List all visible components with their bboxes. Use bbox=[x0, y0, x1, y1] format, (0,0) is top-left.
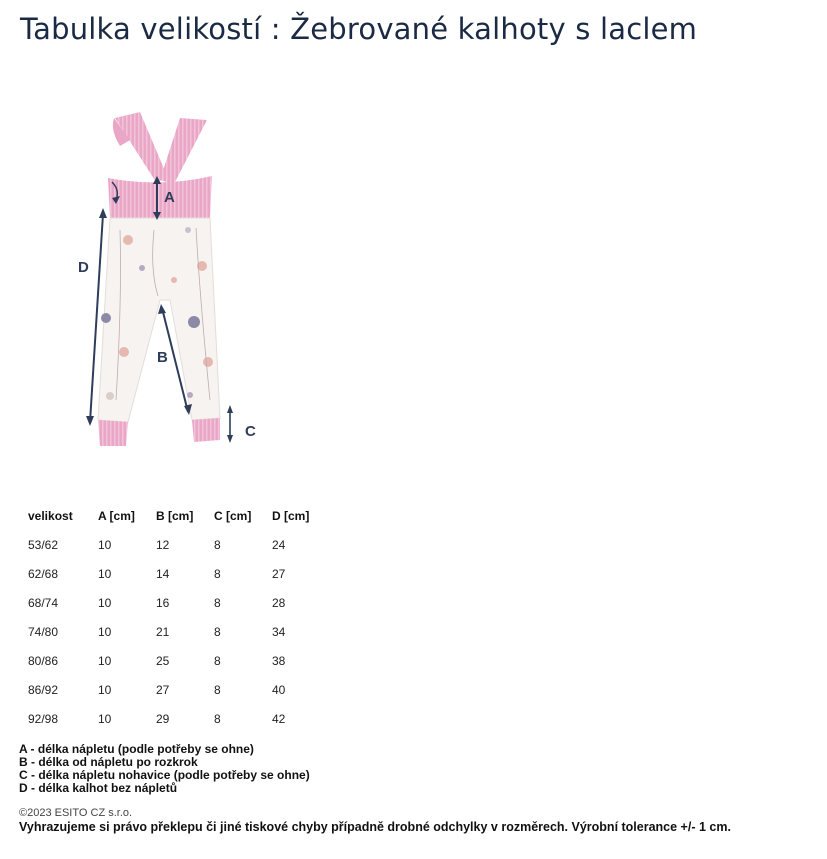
legend-item-c: C - délka nápletu nohavice (podle potřeby se ohne) bbox=[19, 768, 310, 782]
table-cell: 8 bbox=[214, 653, 221, 668]
product-illustration bbox=[70, 100, 270, 460]
column-header-d: D [cm] bbox=[272, 509, 310, 523]
table-cell: 68/74 bbox=[28, 595, 59, 610]
table-row bbox=[22, 704, 332, 733]
column-header-c: C [cm] bbox=[214, 509, 252, 523]
table-header-row bbox=[22, 502, 332, 530]
column-header-a: A [cm] bbox=[98, 509, 135, 523]
disclaimer-text: Vyhrazujeme si právo překlepu či jiné tiskové chyby případně drobné odchylky v rozměrech. Výrobní tolerance +/- 1 cm. bbox=[19, 820, 731, 834]
table-cell: 8 bbox=[214, 624, 221, 639]
table-cell: 24 bbox=[272, 537, 286, 552]
right-cuff-illustration bbox=[192, 418, 220, 442]
legend-item-d: D - délka kalhot bez nápletů bbox=[19, 781, 178, 795]
strap-illustration bbox=[113, 112, 207, 184]
copyright-text: ©2023 ESITO CZ s.r.o. bbox=[19, 807, 133, 819]
size-table bbox=[22, 502, 332, 733]
table-cell: 10 bbox=[98, 682, 112, 697]
table-cell: 8 bbox=[214, 537, 221, 552]
table-cell: 21 bbox=[156, 624, 170, 639]
table-cell: 8 bbox=[214, 682, 221, 697]
table-cell: 34 bbox=[272, 624, 286, 639]
dimension-b-label: B bbox=[157, 349, 168, 366]
table-cell: 53/62 bbox=[28, 537, 59, 552]
table-cell: 8 bbox=[214, 595, 221, 610]
table-row bbox=[22, 530, 332, 559]
table-cell: 40 bbox=[272, 682, 286, 697]
table-cell: 27 bbox=[156, 682, 170, 697]
dimension-d-label: D bbox=[78, 259, 89, 276]
column-header-b: B [cm] bbox=[156, 509, 194, 523]
table-row bbox=[22, 646, 332, 675]
table-cell: 86/92 bbox=[28, 682, 59, 697]
table-cell: 10 bbox=[98, 595, 112, 610]
table-row bbox=[22, 675, 332, 704]
table-cell: 42 bbox=[272, 711, 286, 726]
table-cell: 80/86 bbox=[28, 653, 59, 668]
table-cell: 28 bbox=[272, 595, 286, 610]
dimension-c-label: C bbox=[245, 423, 256, 440]
table-cell: 29 bbox=[156, 711, 170, 726]
left-cuff-illustration bbox=[98, 420, 128, 446]
table-cell: 8 bbox=[214, 566, 221, 581]
table-cell: 10 bbox=[98, 566, 112, 581]
table-cell: 62/68 bbox=[28, 566, 59, 581]
dimension-c-arrow bbox=[227, 405, 233, 443]
table-row bbox=[22, 559, 332, 588]
page-title: Tabulka velikostí : Žebrované kalhoty s laclem bbox=[20, 12, 698, 46]
measurement-legend bbox=[19, 743, 310, 795]
table-row bbox=[22, 617, 332, 646]
table-row bbox=[22, 588, 332, 617]
table-cell: 16 bbox=[156, 595, 170, 610]
table-cell: 74/80 bbox=[28, 624, 59, 639]
table-cell: 27 bbox=[272, 566, 286, 581]
table-cell: 10 bbox=[98, 653, 112, 668]
dimension-a-label: A bbox=[164, 189, 175, 206]
table-cell: 12 bbox=[156, 537, 170, 552]
legend-item-b: B - délka od nápletu po rozkrok bbox=[19, 755, 198, 769]
table-cell: 14 bbox=[156, 566, 170, 581]
table-cell: 10 bbox=[98, 537, 112, 552]
table-cell: 10 bbox=[98, 711, 112, 726]
table-cell: 25 bbox=[156, 653, 170, 668]
table-cell: 38 bbox=[272, 653, 286, 668]
table-cell: 92/98 bbox=[28, 711, 59, 726]
legend-item-a: A - délka nápletu (podle potřeby se ohne) bbox=[19, 742, 254, 756]
table-cell: 10 bbox=[98, 624, 112, 639]
column-header-size: velikost bbox=[28, 509, 73, 523]
table-cell: 8 bbox=[214, 711, 221, 726]
